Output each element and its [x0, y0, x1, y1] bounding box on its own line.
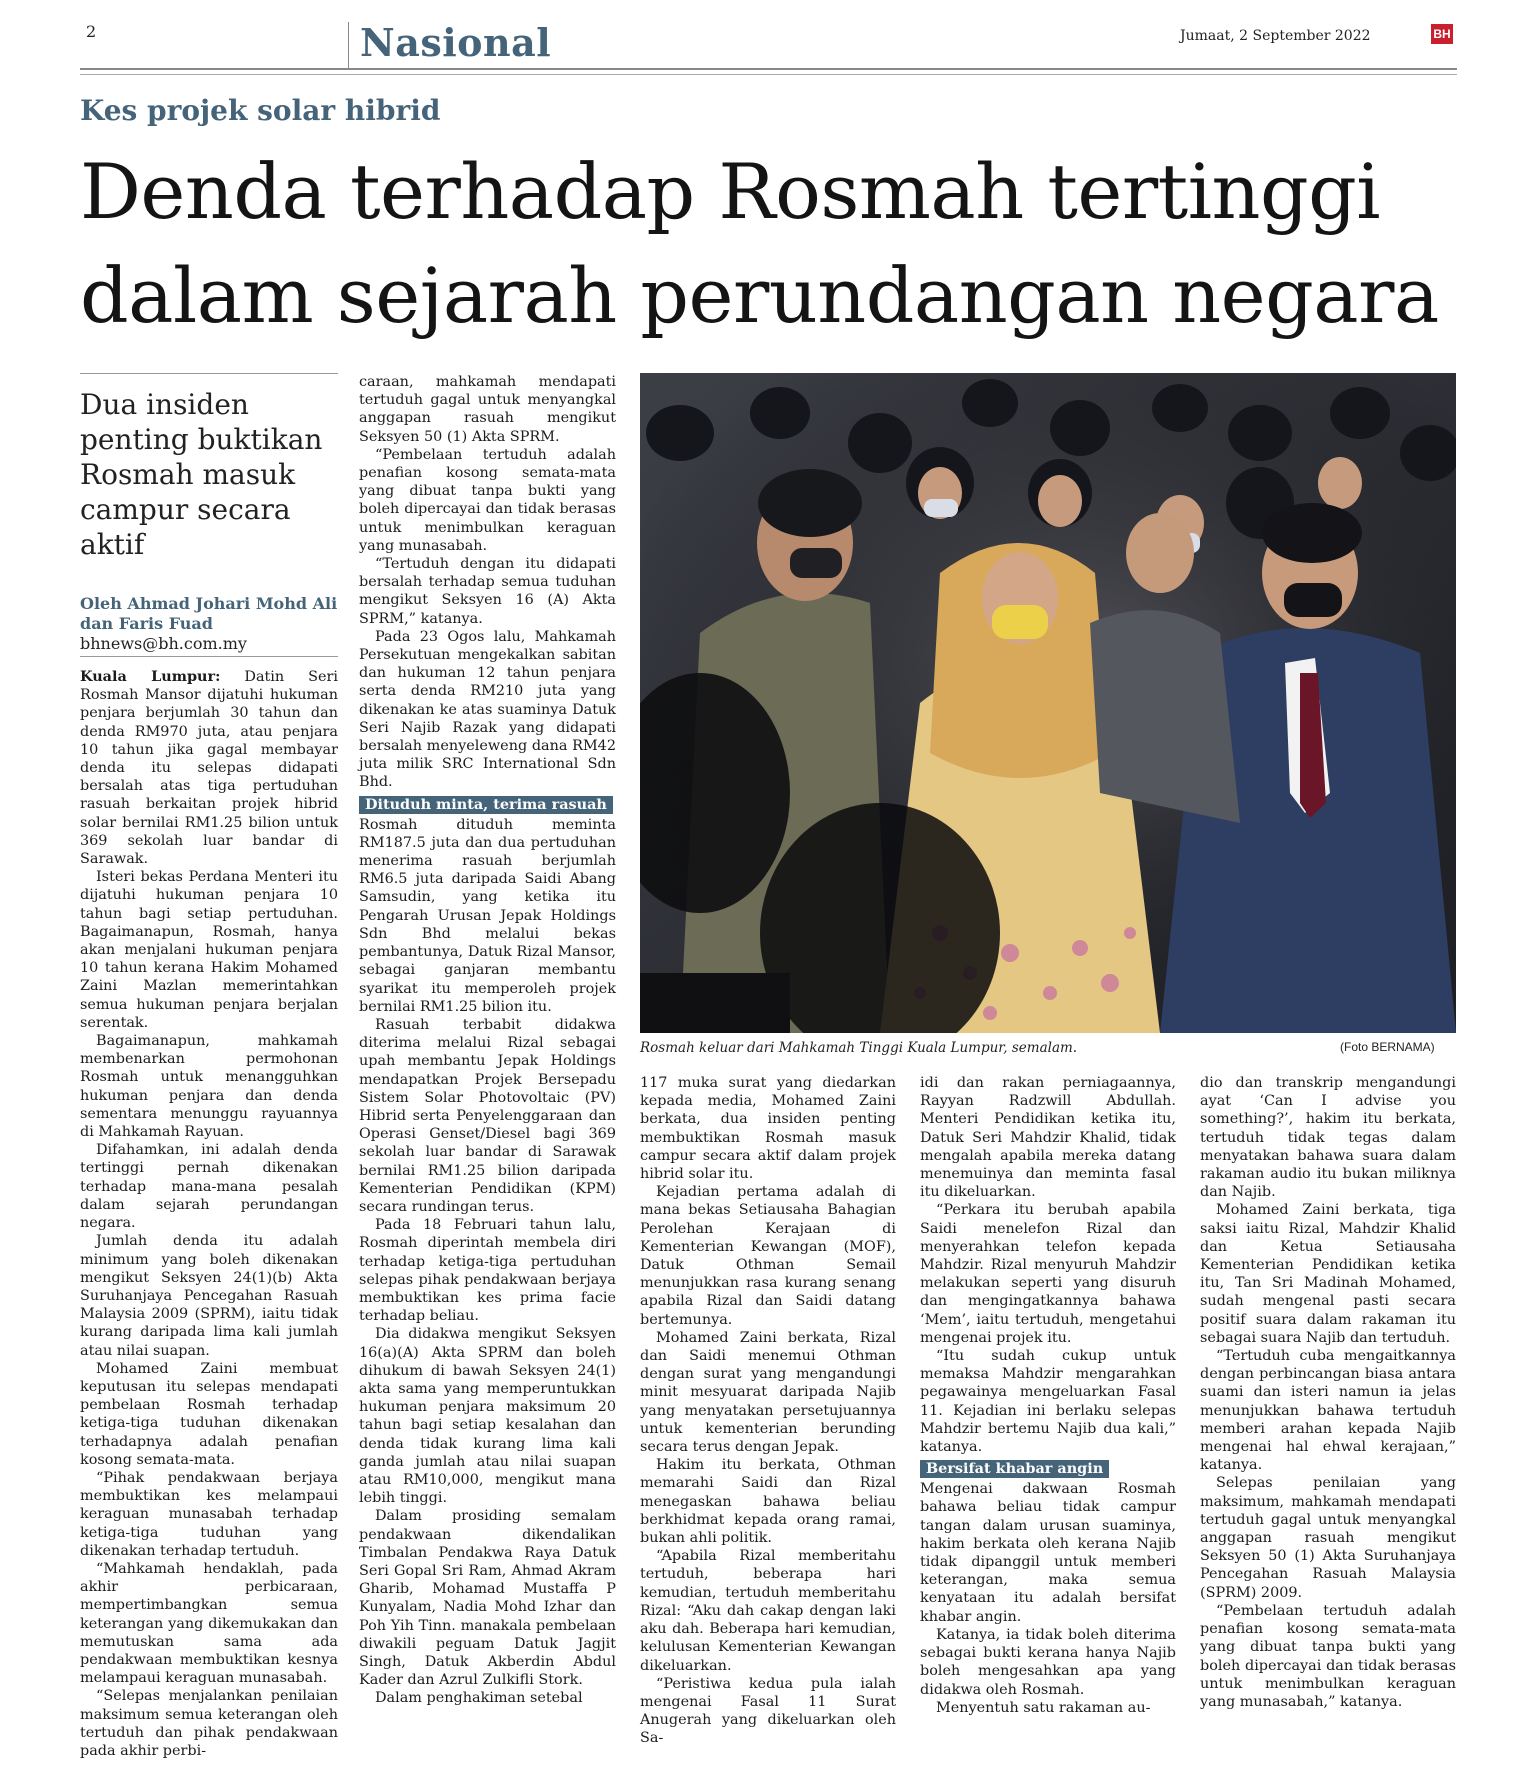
- author-email: bhnews@bh.com.my: [80, 634, 247, 653]
- standfirst-rule-top: [80, 373, 338, 374]
- paragraph: Mohamed Zaini berkata, Rizal dan Saidi menemui Othman dengan surat yang mengandungi minit mesyuarat daripada Najib yang menyatakan persetujuannya untuk kementerian berunding secara terus dengan Jepak.: [640, 1329, 896, 1456]
- photo-illustration: [640, 373, 1456, 1033]
- news-photo: [640, 373, 1456, 1033]
- header-rule: [80, 68, 1457, 70]
- paragraph: “Perkara itu berubah apabila Saidi menelefon Rizal dan menyerahkan telefon kepada Mahdzir. Rizal menyuruh Mahdzir melakukan seperti yang disuruh dan mengingatkannya bahawa ‘Mem’, iaitu tertuduh, mengetahui mengenai projek itu.: [920, 1202, 1176, 1346]
- paragraph: dio dan transkrip mengandungi ayat ‘Can I advise you something?’, hakim itu berkata, tertuduh tidak tegas dalam menyatakan bahawa suara dalam rakaman audio itu bukan miliknya dan Najib.: [1200, 1075, 1456, 1201]
- paragraph: “Tertuduh cuba mengaitkannya dengan perbincangan biasa antara suami dan isteri namun ia jelas menunjukkan bahawa tertuduh memberi arahan kepada Najib mengenai hal ehwal kerajaan,” katanya.: [1200, 1348, 1456, 1474]
- photo-caption: Rosmah keluar dari Mahkamah Tinggi Kuala Lumpur, semalam.: [640, 1040, 1078, 1056]
- paragraph: “Itu sudah cukup untuk memaksa Mahdzir mengarahkan pegawainya mengeluarkan Fasal 11. Kejadian ini berlaku selepas Mahdzir bertemu Najib dua kali,” katanya.: [920, 1348, 1176, 1456]
- paragraph: idi dan rakan perniagaannya, Rayyan Radzwill Abdullah. Menteri Pendidikan ketika itu, Datuk Seri Mahdzir Khalid, tidak mengalah apabila mereka datang menemuinya dan meminta fasal itu dikeluarkan.: [920, 1075, 1176, 1201]
- column-3: [640, 1074, 896, 1748]
- dateline: Kuala Lumpur:: [80, 668, 221, 685]
- paragraph: Mohamed Zaini berkata, tiga saksi iaitu Rizal, Mahdzir Khalid dan Ketua Setiausaha Kementerian Pendidikan ketika itu, Tan Sri Madinah Mohamed, sudah mengenal pasti secara positif suara dalam rakaman itu sebagai suara Najib dan tertuduh.: [1200, 1202, 1456, 1346]
- headline-line-2: dalam sejarah perundangan negara: [80, 251, 1439, 340]
- column-1: [80, 668, 338, 1760]
- headline: [80, 140, 1480, 348]
- paragraph: Dalam prosiding semalam pendakwaan dikendalikan Timbalan Pendakwa Raya Datuk Seri Gopal Sri Ram, Ahmad Akram Gharib, Mohamad Mustaffa P Kunyalam, Nadia Mohd Izhar dan Poh Yih Tinn. manakala pembelaan diwakili peguam Datuk Jagjit Singh, Datuk Akberdin Abdul Kader dan Azrul Zulkifli Stork.: [359, 1508, 616, 1689]
- paragraph: Mohamed Zaini membuat keputusan itu selepas mendapati pembelaan Rosmah terhadap ketiga-tiga tuduhan dikenakan terhadapnya adalah penafian kosong semata-mata.: [80, 1360, 338, 1468]
- issue-date: Jumaat, 2 September 2022: [1180, 28, 1371, 44]
- bh-logo: BH: [1431, 24, 1453, 44]
- paragraph: “Apabila Rizal memberitahu tertuduh, beberapa hari kemudian, tertuduh memberitahu Rizal: “Aku dah cakap dengan laki aku dah. Beberapa hari kemudian, kelulusan Kementerian Kewangan dikeluarkan.: [640, 1548, 896, 1674]
- paragraph: Hakim itu berkata, Othman memarahi Saidi dan Rizal menegaskan bahawa beliau berkhidmat kepada orang ramai, bukan ahli politik.: [640, 1457, 896, 1547]
- paragraph: Kuala Lumpur: Datin Seri Rosmah Mansor dijatuhi hukuman penjara berjumlah 30 tahun dan denda RM970 juta, atau penjara 10 tahun jika gagal membayar denda itu selepas didapati bersalah atas tiga pertuduhan rasuah berkaitan projek hibrid solar bernilai RM1.25 bilion untuk 369 sekolah luar bandar di Sarawak.: [80, 668, 339, 868]
- paragraph: “Pihak pendakwaan berjaya membuktikan kes melampaui keraguan munasabah terhadap ketiga-tiga tuduhan yang dikenakan terhadap tertuduh.: [80, 1469, 338, 1559]
- paragraph: “Selepas menjalankan penilaian maksimum semua keterangan oleh tertuduh dan pihak pendakwaan pada akhir perbi-: [80, 1688, 338, 1759]
- paragraph: Isteri bekas Perdana Menteri itu dijatuhi hukuman penjara 10 tahun bagi setiap pertuduhan. Bagaimanapun, Rosmah, hanya akan menjalani hukuman penjara 10 tahun kerana Hakim Mohamed Zaini Mazlan memerintahkan semua hukuman penjara berjalan serentak.: [80, 869, 338, 1031]
- byline-rule-bottom: [80, 656, 338, 657]
- paragraph: Menyentuh satu rakaman au-: [936, 1699, 1151, 1716]
- photo-credit: (Foto BERNAMA): [1340, 1040, 1435, 1054]
- paragraph: Bagaimanapun, mahkamah membenarkan permohonan Rosmah untuk menangguhkan hukuman penjara dan denda sementara menunggu rayuannya di Mahkamah Rayuan.: [80, 1033, 338, 1141]
- paragraph: Selepas penilaian yang maksimum, mahkamah mendapati tertuduh gagal untuk menyangkal anggapan rasuah mengikut Seksyen 50 (1) Akta Suruhanjaya Pencegahan Rasuah Malaysia (SPRM) 2009.: [1200, 1475, 1456, 1601]
- paragraph: Rosmah dituduh meminta RM187.5 juta dan dua pertuduhan menerima rasuah berjumlah RM6.5 juta daripada Saidi Abang Samsudin, yang ketika itu Pengarah Urusan Jepak Holdings Sdn Bhd melalui bekas pembantunya, Datuk Rizal Mansor, sebagai ganjaran membantu syarikat itu memperoleh projek bernilai RM1.25 bilion itu.: [359, 816, 616, 1015]
- paragraph: Jumlah denda itu adalah minimum yang boleh dikenakan mengikut Seksyen 24(1)(b) Akta Suruhanjaya Pencegahan Rasuah Malaysia 2009 (SPRM), iaitu tidak kurang daripada lima kali jumlah atau nilai suapan.: [80, 1233, 338, 1359]
- section-title: Nasional: [360, 20, 552, 65]
- paragraph: “Pembelaan tertuduh adalah penafian kosong semata-mata yang dibuat tanpa bukti yang boleh dipercayai dan tidak berasas untuk menimbulkan keraguan yang munasabah.: [359, 446, 616, 554]
- paragraph: 117 muka surat yang diedarkan kepada media, Mohamed Zaini berkata, dua insiden penting membuktikan Rosmah masuk campur secara aktif dalam projek hibrid solar itu.: [640, 1075, 896, 1183]
- header-divider: [348, 22, 349, 68]
- paragraph: “Mahkamah hendaklah, pada akhir perbicaraan, mempertimbangkan semua keterangan yang dikemukakan dan memutuskan sama ada pendakwaan membuktikan kesnya melampaui keraguan munasabah.: [80, 1560, 338, 1687]
- headline-line-1: Denda terhadap Rosmah tertinggi: [80, 147, 1381, 236]
- paragraph: Dia didakwa mengikut Seksyen 16(a)(A) Akta SPRM dan boleh dihukum di bawah Seksyen 24(1) akta sama yang memperuntukkan hukuman penjara maksimum 20 tahun bagi setiap kesalahan dan denda tidak kurang lima kali ganda jumlah atau nilai suapan atau RM10,000, mengikut mana lebih tinggi.: [359, 1326, 616, 1507]
- paragraph: Pada 23 Ogos lalu, Mahkamah Persekutuan mengekalkan sabitan dan hukuman 12 tahun penjara serta denda RM210 juta yang dikenakan ke atas suaminya Datuk Seri Najib Razak yang didapati bersalah menyeleweng dana RM42 juta milik SRC International Sdn Bhd.: [359, 628, 616, 791]
- paragraph: Pada 18 Februari tahun lalu, Rosmah diperintah membela diri terhadap ketiga-tiga pertuduhan selepas pihak pendakwaan berjaya membuktikan kes prima facie terhadap beliau.: [359, 1217, 616, 1325]
- column-4: [920, 1074, 1176, 1717]
- column-2: [359, 373, 616, 1708]
- header-rule-thin: [80, 74, 1457, 75]
- paragraph: caraan, mahkamah mendapati tertuduh gagal untuk menyangkal anggapan rasuah mengikut Seksyen 50 (1) Akta SPRM.: [359, 374, 616, 445]
- paragraph: Kejadian pertama adalah di mana bekas Setiausaha Bahagian Perolehan Kerajaan di Kementerian Kewangan (MOF), Datuk Othman Semail menunjukkan rasa kurang senang apabila Rizal dan Saidi datang bertemunya.: [640, 1184, 896, 1328]
- paragraph: “Peristiwa kedua pula ialah mengenai Fasal 11 Surat Anugerah yang dikeluarkan oleh Sa-: [640, 1675, 896, 1747]
- paragraph: Difahamkan, ini adalah denda tertinggi pernah dikenakan terhadap mana-mana pesalah dalam sejarah perundangan negara.: [80, 1142, 338, 1232]
- subhead-khabar-angin: Bersifat khabar angin: [920, 1460, 1109, 1478]
- paragraph: “Pembelaan tertuduh adalah penafian kosong semata-mata yang dibuat tanpa bukti yang boleh dipercayai dan tidak berasas untuk menimbulkan keraguan yang munasabah,” katanya.: [1200, 1602, 1456, 1710]
- subhead-dituduh: Dituduh minta, terima rasuah: [359, 796, 613, 814]
- kicker: Kes projek solar hibrid: [80, 94, 441, 127]
- paragraph: Rasuah terbabit didakwa diterima melalui Rizal sebagai upah membantu Jepak Holdings mendapatkan Projek Bersepadu Sistem Solar Photovoltaic (PV) Hibrid serta Penyelenggaraan dan Operasi Genset/Diesel bagi 369 sekolah luar bandar di Sarawak bernilai RM1.25 bilion daripada Kementerian Pendidikan (KPM) secara rundingan terus.: [359, 1016, 616, 1215]
- column-5: [1200, 1074, 1456, 1711]
- paragraph: Mengenai dakwaan Rosmah bahawa beliau tidak campur tangan dalam urusan suaminya, hakim berkata oleh kerana Najib tidak dipanggil untuk memberi keterangan, maka semua kenyataan itu adalah bersifat khabar angin.: [920, 1481, 1176, 1625]
- standfirst: Dua insiden penting buktikan Rosmah masuk campur secara aktif: [80, 388, 323, 561]
- page-number: 2: [86, 22, 97, 41]
- byline: Oleh Ahmad Johari Mohd Ali dan Faris Fuad: [80, 594, 338, 633]
- paragraph: “Tertuduh dengan itu didapati bersalah terhadap semua tuduhan mengikut Seksyen 16 (A) Akta SPRM,” katanya.: [359, 556, 616, 627]
- paragraph: Katanya, ia tidak boleh diterima sebagai bukti kerana hanya Najib boleh mengesahkan apa yang didakwa oleh Rosmah.: [920, 1626, 1176, 1698]
- paragraph: Dalam penghakiman setebal: [375, 1690, 583, 1707]
